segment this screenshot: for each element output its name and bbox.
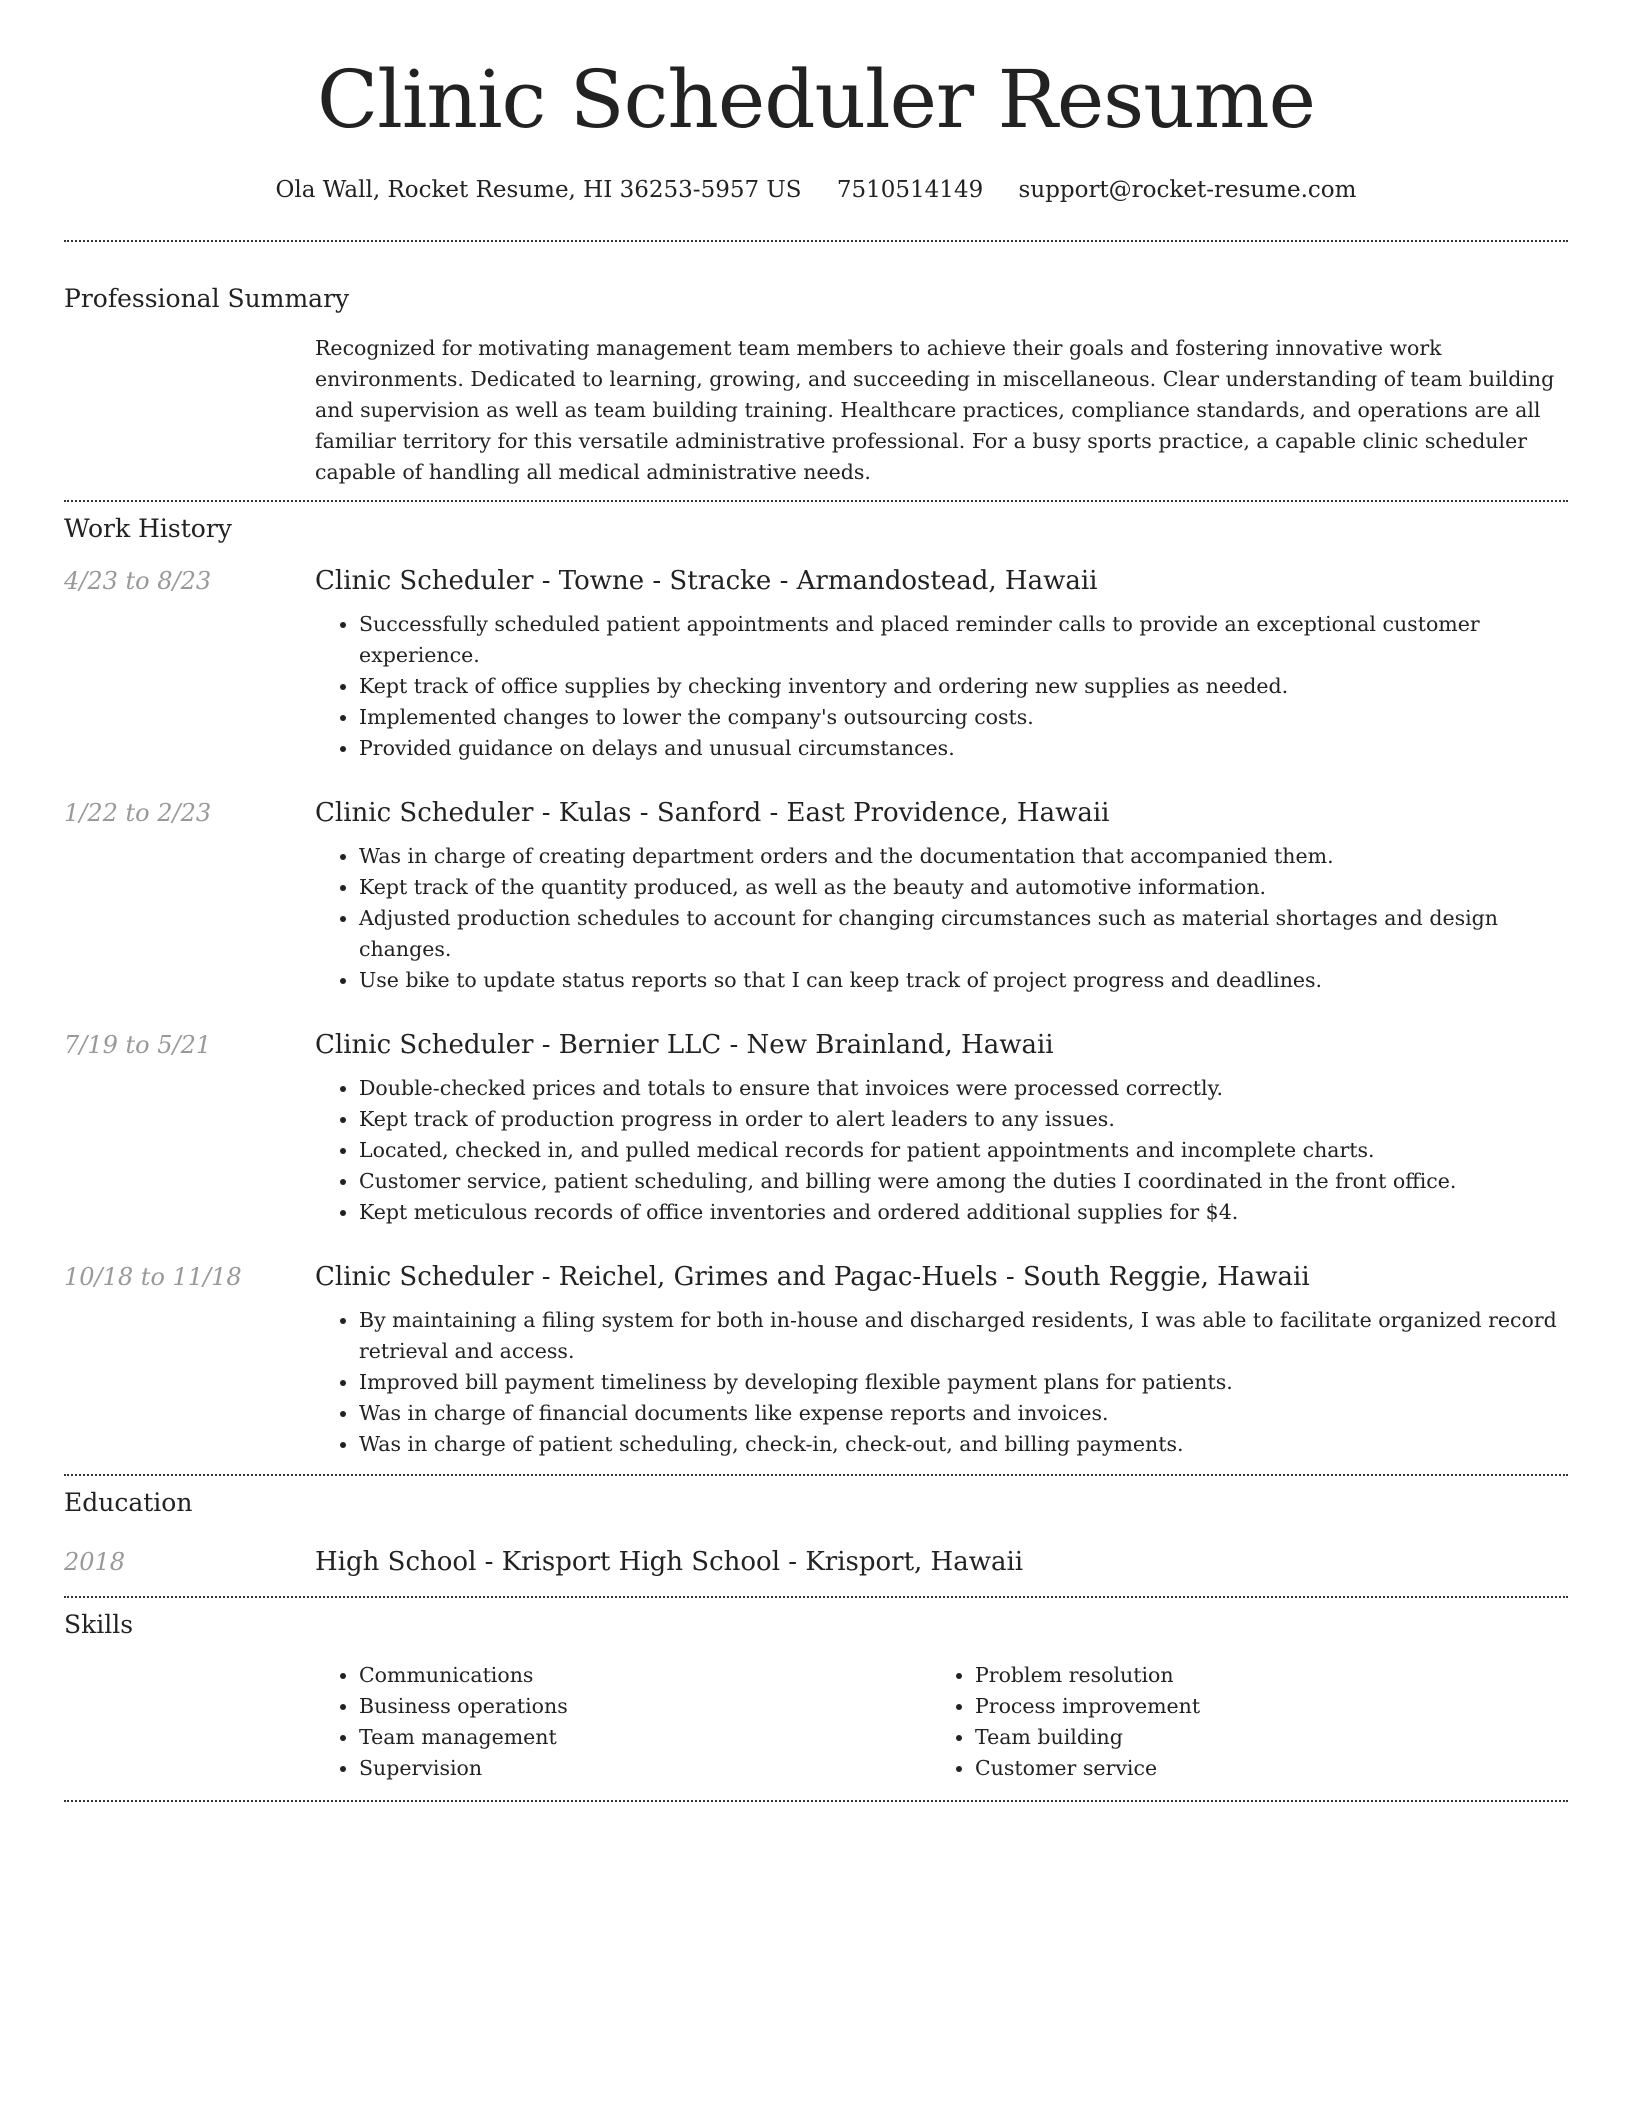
section-heading-work-history: Work History (64, 514, 232, 543)
job-dates: 4/23 to 8/23 (64, 567, 212, 595)
job-bullet: • Located, checked in, and pulled medical records for patient appointments and incomplete charts. (359, 1135, 1568, 1166)
job-body (315, 797, 1568, 996)
job-bullet: • Kept track of the quantity produced, as well as the beauty and automotive information. (359, 872, 1568, 903)
section-heading-skills: Skills (64, 1610, 134, 1639)
job-bullet: • Was in charge of financial documents like expense reports and invoices. (359, 1398, 1568, 1429)
job-bullet: • Successfully scheduled patient appointments and placed reminder calls to provide an exceptional customer experience. (359, 609, 1568, 671)
job-body (315, 565, 1568, 764)
job-title: Clinic Scheduler - Kulas - Sanford - East Providence, Hawaii (315, 798, 1110, 828)
contact-phone: 7510514149 (836, 177, 984, 203)
skill-item: • Process improvement (975, 1691, 1455, 1722)
page-title: Clinic Scheduler Resume (317, 53, 1315, 146)
contact-address: Ola Wall, Rocket Resume, HI 36253-5957 US (275, 177, 802, 203)
job-bullet: • Improved bill payment timeliness by developing flexible payment plans for patients. (359, 1367, 1568, 1398)
skill-item: • Supervision (359, 1753, 931, 1784)
job-entry (64, 565, 1568, 764)
job-bullet: • Was in charge of patient scheduling, check-in, check-out, and billing payments. (359, 1429, 1568, 1460)
skill-item: • Communications (359, 1660, 931, 1691)
job-dates: 7/19 to 5/21 (64, 1031, 212, 1059)
section-heading-summary: Professional Summary (64, 284, 350, 313)
job-bullet: • Kept track of office supplies by checking inventory and ordering new supplies as needed. (359, 671, 1568, 702)
job-entry (64, 797, 1568, 996)
skill-item: • Business operations (359, 1691, 931, 1722)
skill-item: • Team management (359, 1722, 931, 1753)
job-bullet: • Use bike to update status reports so that I can keep track of project progress and deadlines. (359, 965, 1568, 996)
job-bullets (315, 841, 1568, 996)
section-heading-education: Education (64, 1488, 193, 1517)
summary-text: Recognized for motivating management team members to achieve their goals and fostering innovative work environments. Dedicated to learning, growing, and succeeding in miscellaneous. Clear understanding of team building and supervision as well as team building training. Healthcare practices, compliance standards, and operations are all familiar territory for this versatile administrative professional. For a busy sports practice, a capable clinic scheduler capable of handling all medical administrative needs. (315, 336, 1555, 484)
skills-grid (315, 1660, 1568, 1800)
summary-section (64, 242, 1568, 488)
job-bullets (315, 1073, 1568, 1228)
skill-item: • Customer service (975, 1753, 1455, 1784)
job-bullet: • Was in charge of creating department orders and the documentation that accompanied them. (359, 841, 1568, 872)
job-entry (64, 1029, 1568, 1228)
job-list (64, 565, 1568, 1474)
work-history-section (64, 502, 1568, 1474)
job-entry (64, 1261, 1568, 1460)
job-bullet: • Implemented changes to lower the company's outsourcing costs. (359, 702, 1568, 733)
job-dates: 10/18 to 11/18 (64, 1263, 242, 1291)
job-bullet: • Kept meticulous records of office inventories and ordered additional supplies for $4. (359, 1197, 1568, 1228)
job-bullet: • Adjusted production schedules to account for changing circumstances such as material shortages and design changes. (359, 903, 1568, 965)
skill-item: • Problem resolution (975, 1660, 1455, 1691)
job-title: Clinic Scheduler - Reichel, Grimes and Pagac-Huels - South Reggie, Hawaii (315, 1262, 1310, 1292)
job-bullets (315, 609, 1568, 764)
education-section (64, 1476, 1568, 1596)
skills-section (64, 1598, 1568, 1800)
job-dates: 1/22 to 2/23 (64, 799, 212, 827)
job-bullet: • Kept track of production progress in order to alert leaders to any issues. (359, 1104, 1568, 1135)
job-body (315, 1029, 1568, 1228)
job-bullet: • Provided guidance on delays and unusual circumstances. (359, 733, 1568, 764)
job-bullet: • Customer service, patient scheduling, and billing were among the duties I coordinated in the front office. (359, 1166, 1568, 1197)
education-dates: 2018 (64, 1548, 126, 1576)
skills-column-left (315, 1660, 931, 1784)
skills-column-right (931, 1660, 1455, 1784)
job-bullet: • By maintaining a filing system for both in-house and discharged residents, I was able to facilitate organized record retrieval and access. (359, 1305, 1568, 1367)
job-bullets (315, 1305, 1568, 1460)
job-bullet: • Double-checked prices and totals to ensure that invoices were processed correctly. (359, 1073, 1568, 1104)
contact-line (64, 174, 1568, 206)
education-body (315, 1546, 1568, 1578)
skill-item: • Team building (975, 1722, 1455, 1753)
job-body (315, 1261, 1568, 1460)
job-title: Clinic Scheduler - Bernier LLC - New Brainland, Hawaii (315, 1030, 1054, 1060)
education-title: High School - Krisport High School - Krisport, Hawaii (315, 1547, 1024, 1577)
divider (64, 1800, 1568, 1802)
contact-email: support@rocket-resume.com (1018, 177, 1357, 203)
job-title: Clinic Scheduler - Towne - Stracke - Armandostead, Hawaii (315, 566, 1098, 596)
education-entry (64, 1546, 1568, 1596)
